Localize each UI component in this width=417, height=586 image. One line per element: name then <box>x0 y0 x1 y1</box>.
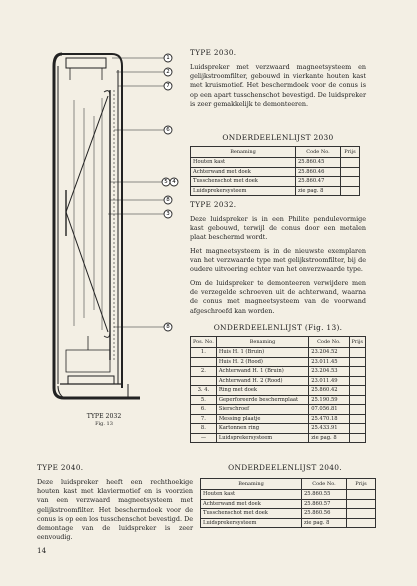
figure-caption-title: TYPE 2032 <box>86 413 122 420</box>
callout-label <box>164 82 172 90</box>
part-code: 25.433.91 <box>309 424 349 434</box>
callout-label <box>170 178 178 186</box>
part-code: 25.860.42 <box>309 386 349 396</box>
part-price <box>349 405 365 415</box>
svg-text:8: 8 <box>166 197 170 203</box>
part-pos: 5. <box>191 395 217 405</box>
svg-text:1: 1 <box>166 55 170 61</box>
table-row <box>191 348 366 358</box>
part-code: 25.190.59 <box>309 395 349 405</box>
table-row <box>201 509 376 519</box>
part-pos <box>191 376 217 386</box>
type-2032-para-3: Om de luidspreker te demonteeren verwijdere men de verzegelde schroeven uit de achterwand, waarna de conus met magneetsysteem van de voorwand afgeschroefd kan worden. <box>190 279 366 315</box>
table-row <box>191 376 366 386</box>
part-name: Achterwand met doek <box>201 499 302 509</box>
part-price <box>349 376 365 386</box>
figure-caption-fig: Fig. 13 <box>95 421 113 427</box>
column-header: Code No. <box>309 337 349 348</box>
svg-text:6: 6 <box>166 127 170 133</box>
type-2032-para-1: Deze luidspreker is in een Philite pendulevormige kast gebouwd, terwijl de conus door een metalen plaat beschermd wordt. <box>190 215 366 242</box>
table-row <box>191 395 366 405</box>
part-price <box>347 509 376 519</box>
part-price <box>349 367 365 377</box>
part-name: Huis H. 2 (Rood) <box>216 357 308 367</box>
part-name: Houten kast <box>191 158 296 168</box>
table-row <box>191 158 360 168</box>
type-2040-parts-table <box>200 478 376 528</box>
part-code: 25.860.57 <box>302 499 347 509</box>
table-row <box>201 490 376 500</box>
callout-label <box>164 68 172 76</box>
column-header: Benaming <box>201 479 302 490</box>
figure-caption <box>64 413 144 427</box>
part-name: Sierschroef <box>216 405 308 415</box>
part-name: Houten kast <box>201 490 302 500</box>
part-name: Tusschenschot met doek <box>201 509 302 519</box>
table-header-row <box>191 337 366 348</box>
part-price <box>341 177 360 187</box>
svg-text:3: 3 <box>166 211 170 217</box>
table-row <box>191 386 366 396</box>
part-code: 23.011.49 <box>309 376 349 386</box>
part-price <box>341 186 360 196</box>
table-row <box>191 167 360 177</box>
part-price <box>349 395 365 405</box>
part-code: 23.011.45 <box>309 357 349 367</box>
part-price <box>341 167 360 177</box>
part-name: Luidsprekersysteem <box>201 518 302 528</box>
part-code: 25.470.18 <box>309 414 349 424</box>
column-header: Benaming <box>191 147 296 158</box>
part-code: 23.204.53 <box>309 367 349 377</box>
table-row <box>201 518 376 528</box>
part-price <box>349 424 365 434</box>
type-2032-parts-table <box>190 336 366 443</box>
part-code: 25.860.45 <box>296 158 341 168</box>
svg-text:8: 8 <box>166 324 170 330</box>
part-price <box>349 386 365 396</box>
part-code: 25.860.55 <box>302 490 347 500</box>
page-number: 14 <box>37 546 47 555</box>
part-code: 25.860.46 <box>296 167 341 177</box>
type-2032-parts-heading: ONDERDEELENLIJST (Fig. 13). <box>213 323 343 332</box>
part-name: Tusschenschot met doek <box>191 177 296 187</box>
part-name: Luidsprekersysteem <box>191 186 296 196</box>
column-header: Code No. <box>302 479 347 490</box>
part-pos: 1. <box>191 348 217 358</box>
part-name: Luidsprekersysteem <box>216 433 308 443</box>
part-pos: — <box>191 433 217 443</box>
table-row <box>191 357 366 367</box>
table-row <box>191 177 360 187</box>
part-name: Messing plaatje <box>216 414 308 424</box>
table-header-row <box>191 147 360 158</box>
part-code: zie pag. 8 <box>309 433 349 443</box>
callout-label <box>164 210 172 218</box>
part-name: Achterwand H. 1 (Bruin) <box>216 367 308 377</box>
callout-label <box>164 126 172 134</box>
callout-label <box>164 323 172 331</box>
part-price <box>341 158 360 168</box>
part-pos <box>191 357 217 367</box>
part-code: 25.860.56 <box>302 509 347 519</box>
part-name: Huis H. 1 (Bruin) <box>216 348 308 358</box>
part-name: Achterwand met doek <box>191 167 296 177</box>
part-name: Ring met doek <box>216 386 308 396</box>
type-2030-title: TYPE 2030. <box>190 48 237 57</box>
type-2040-title: TYPE 2040. <box>37 463 84 472</box>
type-2040-parts-heading: ONDERDEELENLIJST 2040. <box>228 463 342 472</box>
part-price <box>349 433 365 443</box>
type-2040-description: Deze luidspreker heeft een rechthoekige houten kast met klaviermotief en is voorzien van een verzwaard magneetsysteem met gelijkstroomfilter. Het beschermdoek voor de conus is op een los tusschenschot bevestigd. De demontage van de luidspreker is zeer eenvoudig. <box>37 478 193 542</box>
callout-label <box>164 196 172 204</box>
part-price <box>347 490 376 500</box>
table-header-row <box>201 479 376 490</box>
table-row <box>191 414 366 424</box>
table-row <box>191 433 366 443</box>
part-code: 23.204.52 <box>309 348 349 358</box>
column-header: Prijs <box>347 479 376 490</box>
table-row <box>191 424 366 434</box>
type-2030-description: Luidspreker met verzwaard magneetsysteem en gelijkstroomfilter, gebouwd in vierkante houten kast met kruismotief. Het beschermdoek voor de conus is op een apart tusschenschot bevestigd. De luidspreker is zeer gemakkelijk te demonteeren. <box>190 63 366 108</box>
part-code: zie pag. 8 <box>302 518 347 528</box>
part-pos: 6. <box>191 405 217 415</box>
column-header: Benaming <box>216 337 308 348</box>
part-pos: 3. 4. <box>191 386 217 396</box>
column-header: Prijs <box>341 147 360 158</box>
svg-text:5: 5 <box>164 179 168 185</box>
column-header: Code No. <box>296 147 341 158</box>
type-2032-title: TYPE 2032. <box>190 200 237 209</box>
svg-text:2: 2 <box>166 69 170 75</box>
part-price <box>347 518 376 528</box>
part-price <box>347 499 376 509</box>
part-code: zie pag. 8 <box>296 186 341 196</box>
part-pos: 8. <box>191 424 217 434</box>
callout-label <box>164 54 172 62</box>
svg-text:7: 7 <box>166 83 170 89</box>
table-row <box>191 405 366 415</box>
part-code: 25.860.47 <box>296 177 341 187</box>
table-row <box>201 499 376 509</box>
column-header: Pos. No. <box>191 337 217 348</box>
type-2032-para-2: Het magneetsysteem is in de nieuwste exemplaren van het verzwaarde type met gelijkstroomfilter, bij de oudere uitvoering echter van het onverzwaarde type. <box>190 247 366 274</box>
part-name: Kartonnen ring <box>216 424 308 434</box>
type-2030-parts-heading: ONDERDEELENLIJST 2030 <box>222 133 334 142</box>
svg-text:4: 4 <box>172 179 176 185</box>
part-pos: 2. <box>191 367 217 377</box>
column-header: Prijs <box>349 337 365 348</box>
part-code: 07.056.81 <box>309 405 349 415</box>
table-row <box>191 367 366 377</box>
part-price <box>349 414 365 424</box>
part-name: Geperforeerde beschermplaat <box>216 395 308 405</box>
part-pos: 7. <box>191 414 217 424</box>
table-row <box>191 186 360 196</box>
type-2030-parts-table <box>190 146 360 196</box>
callout-label <box>162 178 170 186</box>
part-price <box>349 348 365 358</box>
part-price <box>349 357 365 367</box>
part-name: Achterwand H. 2 (Rood) <box>216 376 308 386</box>
